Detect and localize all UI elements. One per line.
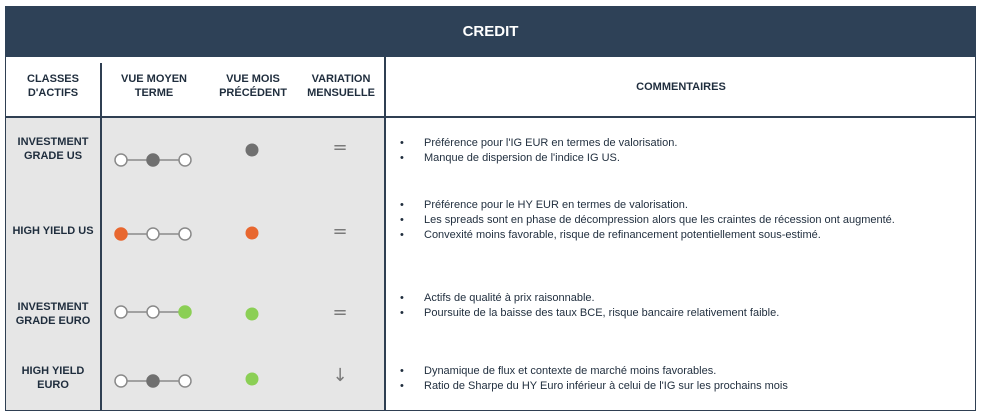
equal-icon: = bbox=[332, 221, 348, 242]
equal-icon: = bbox=[332, 302, 348, 323]
comment-item: • Manque de dispersion de l'indice IG US. bbox=[398, 151, 677, 166]
header-asset-class: CLASSES D'ACTIFS bbox=[27, 73, 79, 99]
header-comments: COMMENTAIRES bbox=[636, 81, 726, 93]
comment-item: • Actifs de qualité à prix raisonnable. bbox=[398, 291, 779, 306]
previous-month-dot bbox=[245, 143, 259, 157]
comment-list bbox=[398, 291, 779, 321]
scale-point bbox=[179, 375, 191, 387]
arrow-down-icon: ↓ bbox=[332, 365, 348, 386]
comment-item: • Dynamique de flux et contexte de marché moins favorables. bbox=[398, 364, 788, 379]
comment-item: • Convexité moins favorable, risque de refinancement potentiellement sous-estimé. bbox=[398, 228, 895, 243]
status-dot bbox=[246, 308, 259, 321]
row-label: INVESTMENT GRADE US bbox=[17, 136, 89, 162]
scale-point-selected bbox=[147, 375, 159, 387]
status-dot bbox=[246, 144, 259, 157]
row-label: INVESTMENT GRADE EURO bbox=[15, 301, 91, 327]
scale-point-selected bbox=[179, 306, 191, 318]
header-divider bbox=[5, 116, 976, 118]
comment-item: • Les spreads sont en phase de décompression alors que les craintes de récession ont augmenté. bbox=[398, 213, 895, 228]
previous-month-dot bbox=[245, 226, 259, 240]
comment-item: • Préférence pour l'IG EUR en termes de valorisation. bbox=[398, 136, 677, 151]
scale-point bbox=[147, 228, 159, 240]
medium-term-scale bbox=[112, 150, 194, 170]
previous-month-dot bbox=[245, 372, 259, 386]
row-label: HIGH YIELD US bbox=[12, 225, 94, 237]
comment-list bbox=[398, 364, 788, 394]
scale-point bbox=[179, 154, 191, 166]
comment-list bbox=[398, 198, 895, 243]
equal-icon: = bbox=[332, 137, 348, 158]
row-label: HIGH YIELD EURO bbox=[21, 365, 85, 391]
header-medium-term: VUE MOYEN TERME bbox=[120, 73, 187, 99]
scale-point bbox=[115, 154, 127, 166]
scale-point bbox=[179, 228, 191, 240]
comment-item: • Ratio de Sharpe du HY Euro inférieur à celui de l'IG sur les prochains mois bbox=[398, 379, 788, 394]
header-previous-month: VUE MOIS PRÉCÉDENT bbox=[219, 73, 287, 99]
previous-month-dot bbox=[245, 307, 259, 321]
medium-term-scale bbox=[112, 302, 194, 322]
comment-item: • Préférence pour le HY EUR en termes de valorisation. bbox=[398, 198, 895, 213]
medium-term-scale bbox=[112, 224, 194, 244]
comment-list bbox=[398, 136, 677, 166]
scale-point bbox=[147, 306, 159, 318]
scale-point-selected bbox=[147, 154, 159, 166]
header-monthly-change: VARIATION MENSUELLE bbox=[307, 73, 375, 99]
status-dot bbox=[246, 227, 259, 240]
column-divider bbox=[384, 57, 386, 410]
table-title: CREDIT bbox=[5, 6, 976, 57]
status-dot bbox=[246, 373, 259, 386]
comment-item: • Poursuite de la baisse des taux BCE, risque bancaire relativement faible. bbox=[398, 306, 779, 321]
scale-point-selected bbox=[115, 228, 127, 240]
scale-point bbox=[115, 306, 127, 318]
scale-point bbox=[115, 375, 127, 387]
medium-term-scale bbox=[112, 371, 194, 391]
